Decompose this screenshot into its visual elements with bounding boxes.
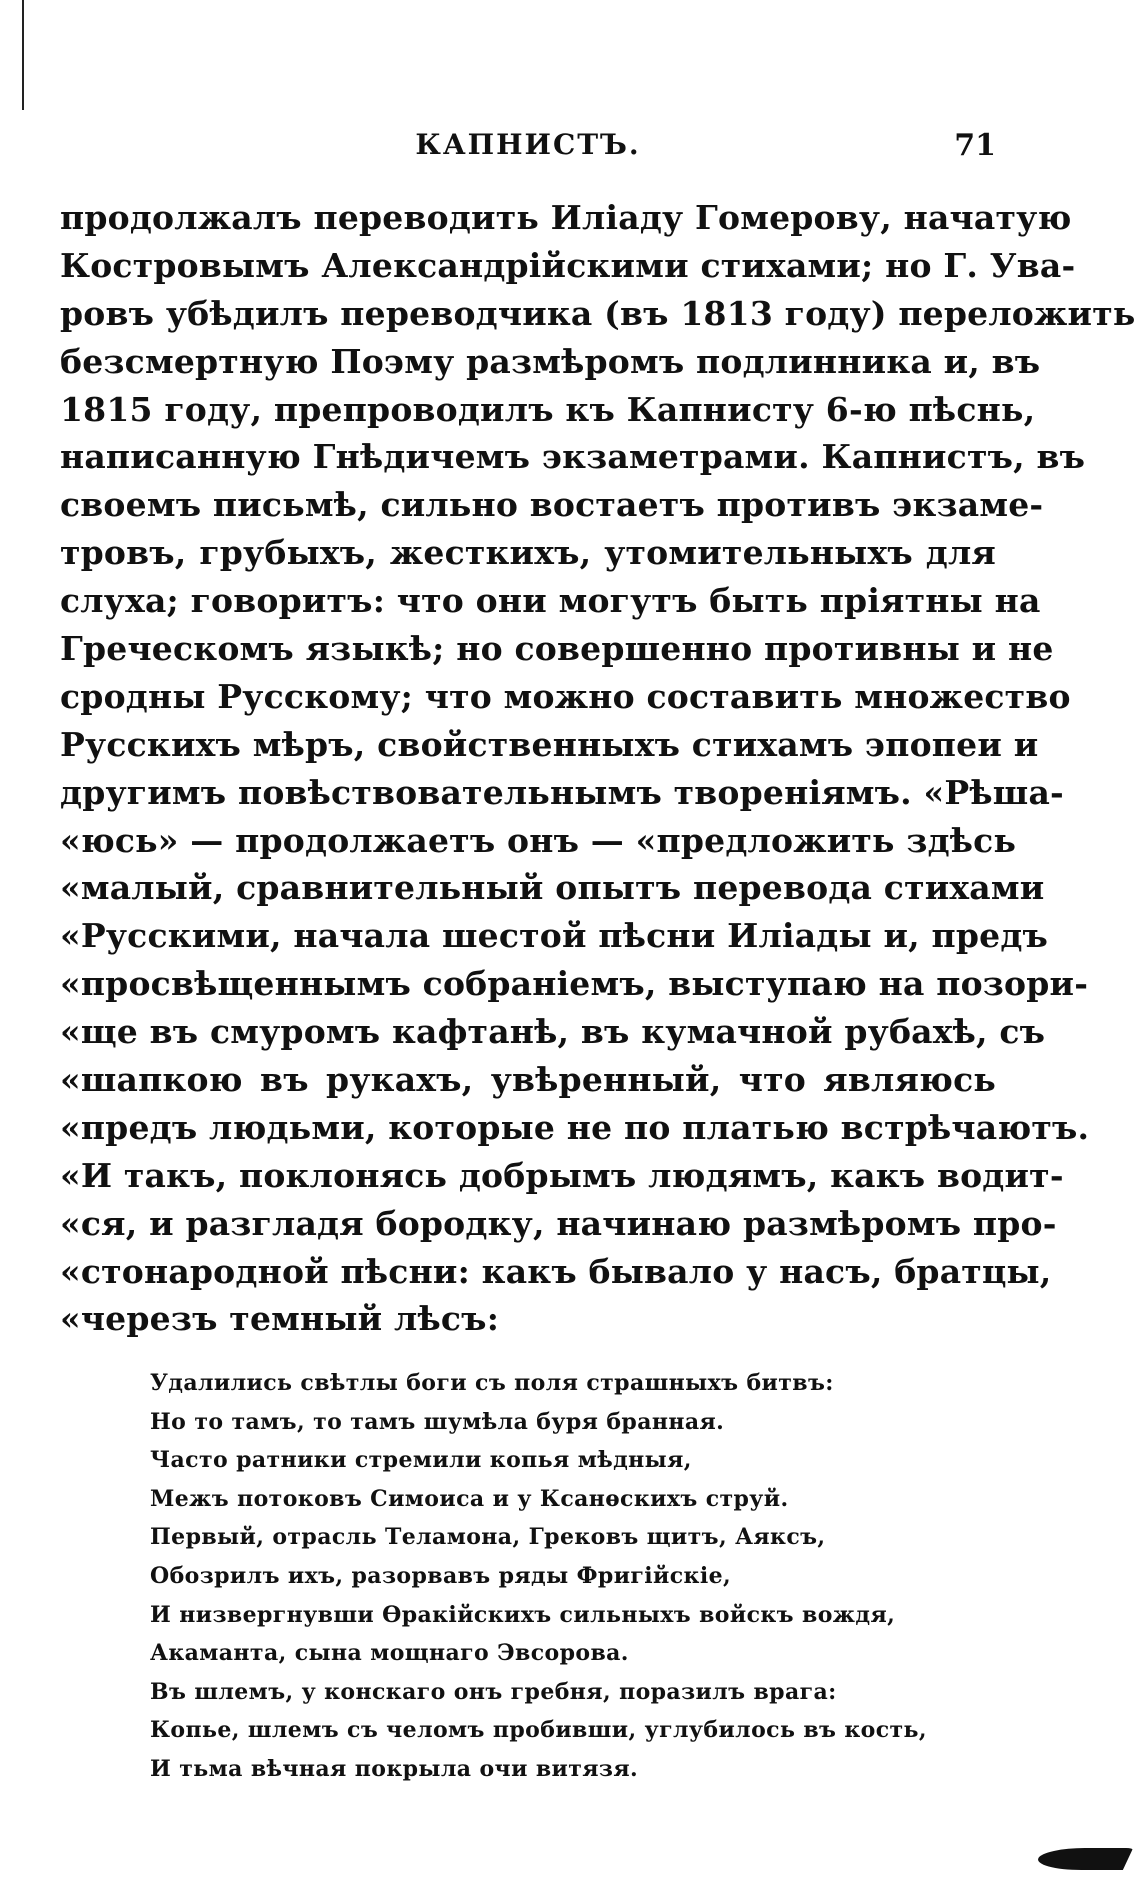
running-title: КАПНИСТЪ. (415, 128, 641, 161)
body-line: «предъ людьми, которые не по платью встрѣчаютъ. (60, 1107, 1090, 1147)
page-edge-line (22, 0, 24, 110)
body-line: продолжалъ переводить Иліаду Гомерову, начатую (60, 198, 1072, 237)
verse-line: Обозрилъ ихъ, разорвавъ ряды Фригійскіе, (150, 1562, 732, 1589)
verse-quotation (150, 1364, 980, 1789)
body-line: «стонародной пѣсни: какъ бывало у насъ, братцы, (60, 1251, 1052, 1291)
body-line: своемъ письмѣ, сильно востаетъ противъ экзаме- (60, 485, 1044, 525)
verse-line: И тьма вѣчная покрыла очи витязя. (150, 1755, 639, 1782)
verse-line: Первый, отрасль Теламона, Грековъ щитъ, Аяксъ, (150, 1524, 826, 1551)
verse-line: Копье, шлемъ съ челомъ пробивши, углубилось въ кость, (150, 1717, 927, 1744)
body-line: «малый, сравнительный опытъ перевода стихами (60, 868, 1045, 908)
body-line: безсмертную Поэму размѣромъ подлинника и, въ (60, 341, 1041, 381)
body-line: «Русскими, начала шестой пѣсни Иліады и, предъ (60, 916, 1049, 956)
body-line: ровъ убѣдилъ переводчика (въ 1813 году) переложить (60, 293, 1136, 333)
body-line: 1815 году, препроводилъ къ Капнисту 6-ю пѣснь, (60, 389, 1036, 429)
body-line: Русскихъ мѣръ, свойственныхъ стихамъ эпопеи и (60, 724, 1039, 764)
body-line: слуха; говоритъ: что они могутъ быть пріятны на (60, 581, 1041, 621)
body-line: «черезъ темный лѣсъ: (60, 1299, 500, 1339)
body-line: сродны Русскому; что можно составить множество (60, 676, 1071, 716)
body-line: Греческомъ языкѣ; но совершенно противны и не (60, 629, 1054, 669)
ink-blot-mark (1033, 1848, 1133, 1870)
page-number: 71 (954, 128, 996, 163)
body-text (60, 194, 1136, 1343)
body-line: «просвѣщеннымъ собраніемъ, выступаю на позори- (60, 964, 1089, 1004)
body-line: «ся, и разгладя бородку, начинаю размѣромъ про- (60, 1203, 1057, 1243)
body-line: Костровымъ Александрійскими стихами; но Г. Ува- (60, 245, 1076, 285)
body-line: «ще въ смуромъ кафтанѣ, въ кумачной рубахѣ, съ (60, 1012, 1046, 1052)
body-line: написанную Гнѣдичемъ экзаметрами. Капнистъ, въ (60, 437, 1086, 477)
verse-line: Часто ратники стремили копья мѣдныя, (150, 1447, 692, 1474)
verse-line: Удалились свѣтлы боги съ поля страшныхъ битвъ: (150, 1370, 834, 1396)
verse-line: Межъ потоковъ Симоиса и у Ксанѳскихъ струй. (150, 1485, 789, 1512)
page-header (60, 128, 996, 168)
body-line: тровъ, грубыхъ, жесткихъ, утомительныхъ для (60, 533, 996, 573)
body-line: другимъ повѣствовательнымъ твореніямъ. «Рѣша- (60, 772, 1064, 812)
verse-line: Но то тамъ, то тамъ шумѣла буря бранная. (150, 1408, 725, 1435)
body-line: «И такъ, поклонясь добрымъ людямъ, какъ водит- (60, 1155, 1064, 1195)
body-line: «шапкою въ рукахъ, увѣренный, что являюсь (60, 1060, 996, 1100)
body-line: «юсь» — продолжаетъ онъ — «предложить здѣсь (60, 820, 1017, 860)
verse-line: Въ шлемъ, у конскаго онъ гребня, поразилъ врага: (150, 1678, 837, 1705)
verse-line: Акаманта, сына мощнаго Эвсорова. (150, 1640, 629, 1667)
verse-line: И низвергнувши Ѳракійскихъ сильныхъ войскъ вождя, (150, 1601, 896, 1628)
